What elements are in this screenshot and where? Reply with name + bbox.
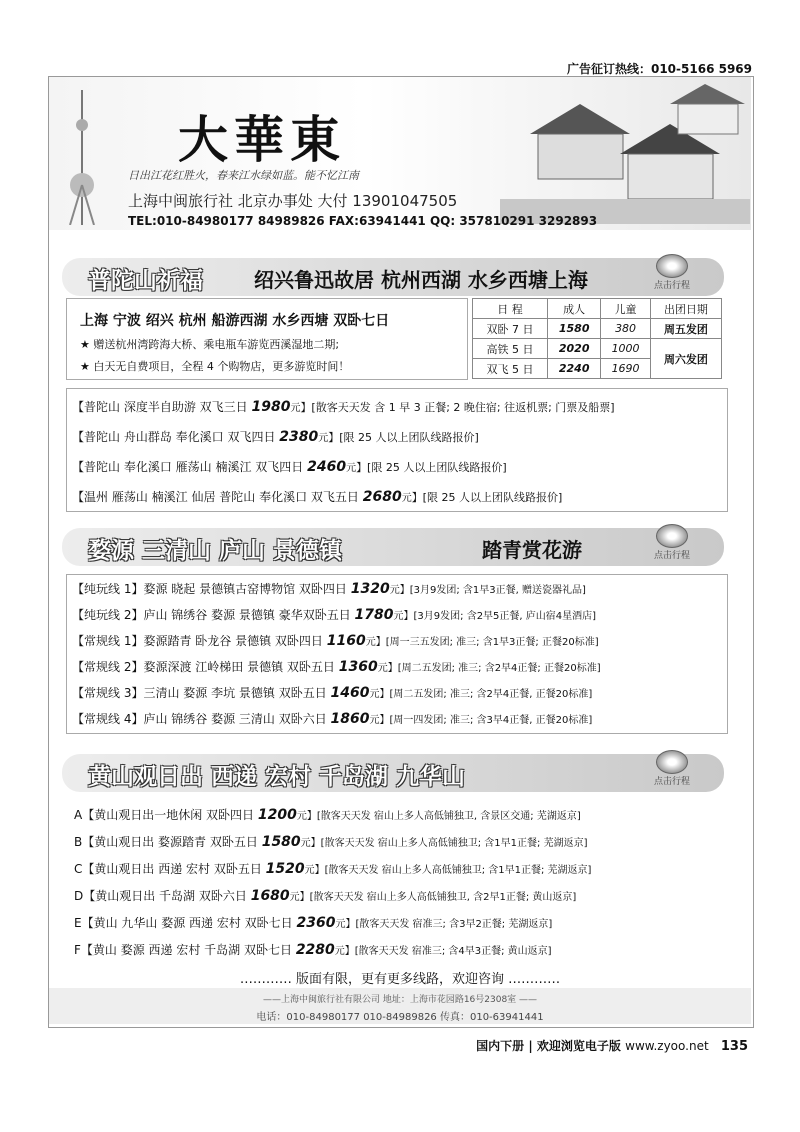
line-note: 】[散客天天发 宿山上多人高低铺独卫; 含1早1正餐; 芜湖返京] — [310, 838, 588, 849]
line-note: 】[周二五发团; 准三; 含2早4正餐; 正餐20标准] — [387, 663, 601, 674]
click-label: 点击行程 — [653, 551, 690, 561]
water-town-illustration — [500, 84, 750, 224]
table-cell: 周六发团 — [650, 339, 721, 379]
line-price: 2360 — [296, 915, 336, 931]
huangshan-line-c[interactable] — [74, 860, 591, 877]
line-name: 【普陀山 奉化溪口 雁荡山 楠溪江 双飞四日 — [72, 460, 304, 474]
huangshan-line-e[interactable] — [74, 914, 552, 931]
putuo-bullet-1: ★ 赠送杭州湾跨海大桥、乘电瓶车游览西溪湿地二期; — [80, 338, 340, 351]
price-unit: 元 — [369, 689, 380, 700]
line-price: 2280 — [295, 942, 335, 958]
price-unit: 元 — [365, 637, 376, 648]
price-unit: 元 — [393, 611, 404, 622]
putuo-title: 普陀山祈福 — [88, 268, 203, 294]
line-note: 】[限 25 人以上团队线路报价] — [356, 461, 507, 474]
table-header-row — [473, 299, 722, 319]
huangshan-title: 黄山观日出 西递 宏村 千岛湖 九华山 — [88, 764, 466, 790]
putuo-line-1[interactable] — [72, 398, 615, 415]
line-price: 1160 — [326, 633, 366, 649]
line-name: 【常规线 1】婺源踏青 卧龙谷 景德镇 双卧四日 — [72, 634, 323, 648]
line-note: 】[周一三五发团; 准三; 含1早3正餐; 正餐20标准] — [375, 637, 599, 648]
table-row — [473, 319, 722, 339]
line-price: 1320 — [350, 581, 390, 597]
table-cell: 380 — [601, 319, 651, 339]
table-cell: 高铁 5 日 — [473, 339, 548, 359]
footer-company: ——上海中闽旅行社有限公司 地址：上海市花园路16号2308室 —— — [262, 995, 538, 1005]
line-note: 】[散客天天发 宿准三; 含3早2正餐; 芜湖返京] — [345, 919, 553, 930]
table-cell: 双飞 5 日 — [473, 359, 548, 379]
line-name: 【常规线 4】庐山 锦绣谷 婺源 三清山 双卧六日 — [72, 712, 327, 726]
wuyuan-line-4[interactable] — [72, 658, 601, 675]
huangshan-title-band — [62, 754, 724, 792]
disc-icon — [656, 254, 688, 278]
huangshan-line-a[interactable] — [74, 806, 581, 823]
pearl-tower-icon — [62, 90, 102, 225]
huangshan-line-f[interactable] — [74, 941, 552, 958]
page-number: 135 — [720, 1039, 748, 1054]
line-note: 】[散客天天发 宿山上多人高低铺独卫, 含2早1正餐; 黄山返京] — [299, 892, 577, 903]
price-unit: 元 — [389, 585, 400, 596]
line-price: 1860 — [330, 711, 370, 727]
line-name: 【常规线 3】三清山 婺源 李坑 景德镇 双卧五日 — [72, 686, 327, 700]
brand-logo: 大華東 — [178, 110, 346, 169]
line-note: 】[限 25 人以上团队线路报价] — [328, 431, 479, 444]
table-cell: 1690 — [601, 359, 651, 379]
wuyuan-line-6[interactable] — [72, 710, 592, 727]
table-cell: 双卧 7 日 — [473, 319, 548, 339]
line-price: 1460 — [330, 685, 370, 701]
putuo-line-3[interactable] — [72, 458, 507, 475]
line-price: 2380 — [279, 429, 319, 445]
line-price: 1780 — [354, 607, 394, 623]
line-name: E【黄山 九华山 婺源 西递 宏村 双卧七日 — [74, 916, 293, 930]
line-price: 1580 — [261, 834, 301, 850]
line-note: 】[散客天天发 含 1 早 3 正餐; 2 晚住宿; 往返机票; 门票及船票] — [300, 401, 615, 414]
disc-icon — [656, 524, 688, 548]
line-name: F【黄山 婺源 西递 宏村 千岛湖 双卧七日 — [74, 943, 292, 957]
putuo-price-table — [472, 298, 722, 379]
table-row — [473, 339, 722, 359]
line-note: 】[散客天天发 宿山上多人高低铺独卫, 含景区交通; 芜湖返京] — [306, 811, 581, 822]
line-name: 【纯玩线 1】婺源 晓起 景德镇古窑博物馆 双卧四日 — [72, 582, 347, 596]
price-unit: 元 — [290, 403, 301, 414]
putuo-line-4[interactable] — [72, 488, 562, 505]
line-note: 】[周二五发团; 准三; 含2早4正餐, 正餐20标准] — [379, 689, 593, 700]
line-name: A【黄山观日出一地休闲 双卧四日 — [74, 808, 255, 822]
line-price: 1520 — [265, 861, 305, 877]
line-note: 】[散客天天发 宿山上多人高低铺独卫; 含1早1正餐; 芜湖返京] — [314, 865, 592, 876]
disc-icon — [656, 750, 688, 774]
price-unit: 元 — [346, 463, 357, 474]
price-unit: 元 — [334, 946, 345, 957]
table-cell: 1000 — [601, 339, 651, 359]
table-cell: 2020 — [548, 339, 601, 359]
putuo-title-band — [62, 258, 724, 296]
putuo-bullet-2: ★ 白天无自费项目，全程 4 个购物店，更多游览时间！ — [80, 360, 350, 373]
huangshan-line-d[interactable] — [74, 887, 576, 904]
line-note: 】[散客天天发 宿准三; 含4早3正餐; 黄山返京] — [344, 946, 552, 957]
ebook-slogan: 欢迎浏览电子版 — [536, 1039, 621, 1053]
price-unit: 元 — [304, 865, 315, 876]
huangshan-line-b[interactable] — [74, 833, 587, 850]
ad-hotline: 广告征订热线：010-5166 5969 — [566, 62, 752, 76]
wuyuan-line-1[interactable] — [72, 580, 586, 597]
line-price: 1980 — [251, 399, 291, 415]
line-name: 【温州 雁荡山 楠溪江 仙居 普陀山 奉化溪口 双飞五日 — [72, 490, 359, 504]
line-price: 1200 — [257, 807, 297, 823]
price-unit: 元 — [289, 892, 300, 903]
agency-info: 上海中闽旅行社 北京办事处 大付 13901047505 — [128, 192, 458, 210]
table-cell: 1580 — [548, 319, 601, 339]
table-cell: 2240 — [548, 359, 601, 379]
wuyuan-subtitle: 踏青赏花游 — [482, 538, 582, 562]
line-note: 】[限 25 人以上团队线路报价] — [411, 491, 563, 504]
contact-line: TEL:010-84980177 84989826 FAX:63941441 QQ: 357810291 3292893 — [128, 214, 598, 228]
wuyuan-title-band — [62, 528, 724, 566]
line-note: 】[周一四发团; 准三; 含3早4正餐, 正餐20标准] — [379, 715, 593, 726]
price-unit: 元 — [296, 811, 307, 822]
wuyuan-title: 婺源 三清山 庐山 景德镇 — [88, 538, 343, 564]
price-unit: 元 — [401, 493, 412, 504]
putuo-click-button[interactable] — [652, 254, 692, 291]
closing-note: ………… 版面有限，更有更多线路，欢迎咨询 ………… — [239, 972, 561, 987]
click-label: 点击行程 — [653, 281, 690, 291]
line-name: 【常规线 2】婺源深渡 江岭梯田 景德镇 双卧五日 — [72, 660, 335, 674]
putuo-line-2[interactable] — [72, 428, 479, 445]
line-name: 【纯玩线 2】庐山 锦绣谷 婺源 景德镇 豪华双卧五日 — [72, 608, 351, 622]
click-label: 点击行程 — [653, 777, 690, 787]
price-unit: 元 — [300, 838, 311, 849]
table-header: 成人 — [548, 299, 601, 319]
slogan: 日出江花红胜火，春来江水绿如蓝。能不忆江南 — [128, 169, 359, 182]
line-price: 2680 — [362, 489, 402, 505]
footer-contact: 电话：010-84980177 010-84989826 传真：010-63941441 — [256, 1012, 544, 1023]
price-unit: 元 — [335, 919, 346, 930]
huangshan-click-button[interactable] — [652, 750, 692, 787]
wuyuan-click-button[interactable] — [652, 524, 692, 561]
price-unit: 元 — [369, 715, 380, 726]
table-header: 日 程 — [473, 299, 548, 319]
line-price: 1680 — [250, 888, 290, 904]
line-name: B【黄山观日出 婺源踏青 双卧五日 — [74, 835, 258, 849]
putuo-route: 上海 宁波 绍兴 杭州 船游西湖 水乡西塘 双卧七日 — [80, 313, 390, 329]
price-unit: 元 — [377, 663, 388, 674]
line-note: 】[3月9发团; 含2早5正餐, 庐山宿4星酒店] — [403, 611, 597, 622]
section-label: 国内下册 — [476, 1039, 525, 1053]
line-name: 【普陀山 舟山群岛 奉化溪口 双飞四日 — [72, 430, 276, 444]
line-price: 1360 — [338, 659, 378, 675]
price-unit: 元 — [318, 433, 329, 444]
putuo-subtitle: 绍兴鲁迅故居 杭州西湖 水乡西塘上海 — [254, 268, 588, 292]
line-price: 2460 — [307, 459, 347, 475]
page-footer: 国内下册 | 欢迎浏览电子版 www.zyoo.net 135 — [476, 1039, 748, 1054]
line-name: C【黄山观日出 西递 宏村 双卧五日 — [74, 862, 262, 876]
site-link[interactable]: www.zyoo.net — [625, 1039, 709, 1053]
wuyuan-line-5[interactable] — [72, 684, 592, 701]
wuyuan-line-2[interactable] — [72, 606, 596, 623]
wuyuan-line-3[interactable] — [72, 632, 599, 649]
line-name: 【普陀山 深度半自助游 双飞三日 — [72, 400, 248, 414]
table-cell: 周五发团 — [650, 319, 721, 339]
table-header: 儿童 — [601, 299, 651, 319]
line-name: D【黄山观日出 千岛湖 双卧六日 — [74, 889, 247, 903]
table-header: 出团日期 — [650, 299, 721, 319]
line-note: 】[3月9发团; 含1早3正餐, 赠送瓷器礼品] — [399, 585, 586, 596]
